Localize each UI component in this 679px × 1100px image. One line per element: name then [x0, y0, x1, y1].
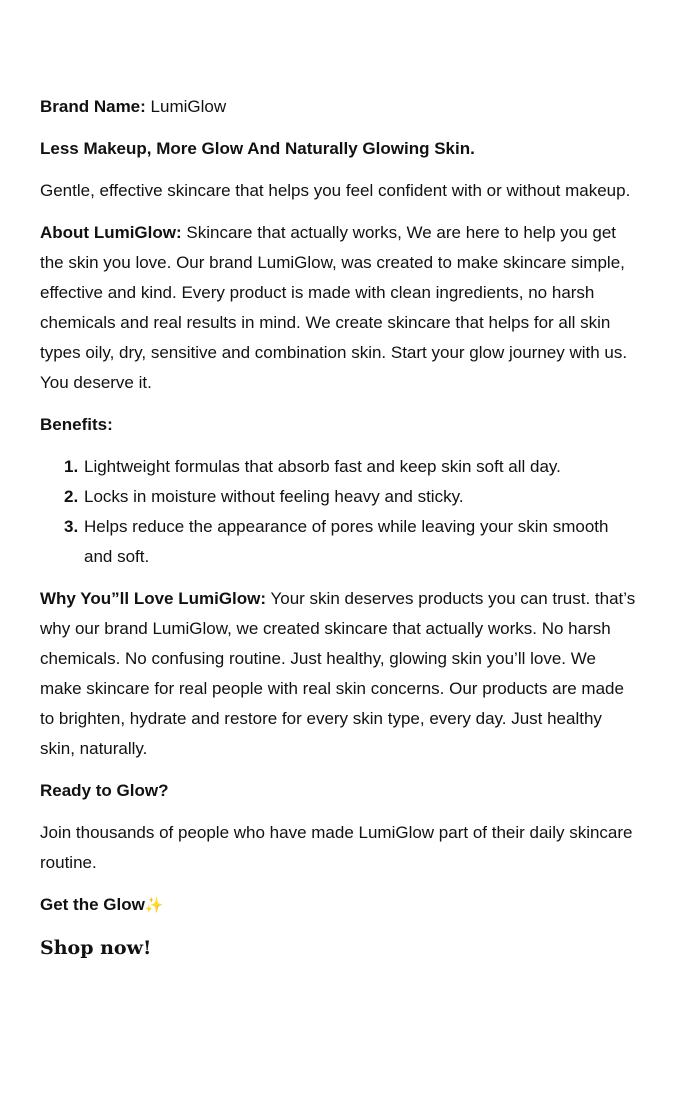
benefits-list [40, 452, 640, 572]
why-label: Why You”ll Love LumiGlow: [40, 589, 267, 608]
why-paragraph [40, 584, 640, 764]
about-text: Skincare that actually works, We are here to help you get the skin you love. Our brand LumiGlow, was created to make skincare simple, effective and kind. Every product is made with clean ingredients, no harsh chemicals and real results in mind. We create skincare that helps for all skin types oily, dry, sensitive and combination skin. Start your glow journey with us. You deserve it. [40, 223, 628, 392]
tagline: Less Makeup, More Glow And Naturally Glowing Skin. [40, 139, 475, 158]
list-number: 2. [64, 487, 79, 506]
brand-line [40, 92, 640, 122]
shop-now-link[interactable]: Shop now! [40, 937, 152, 959]
benefits-heading: Benefits: [40, 415, 113, 434]
brand-value: LumiGlow [150, 97, 227, 116]
ready-paragraph: Join thousands of people who have made LumiGlow part of their daily skincare routine. [40, 823, 633, 872]
list-item [64, 482, 640, 512]
get-the-glow-label: Get the Glow [40, 895, 145, 914]
intro-paragraph: Gentle, effective skincare that helps you feel confident with or without makeup. [40, 181, 631, 200]
list-number: 3. [64, 517, 79, 536]
ready-heading: Ready to Glow? [40, 781, 169, 800]
get-the-glow [40, 890, 640, 921]
list-number: 1. [64, 457, 79, 476]
list-text: Helps reduce the appearance of pores while leaving your skin smooth and soft. [84, 517, 609, 566]
about-paragraph [40, 218, 640, 398]
list-item [64, 512, 640, 572]
list-item [64, 452, 640, 482]
list-text: Lightweight formulas that absorb fast and keep skin soft all day. [84, 457, 561, 476]
sparkle-icon: ✨ [144, 897, 164, 914]
list-text: Locks in moisture without feeling heavy and sticky. [84, 487, 464, 506]
document-body [40, 92, 640, 963]
about-label: About LumiGlow: [40, 223, 182, 242]
brand-label: Brand Name: [40, 97, 146, 116]
why-text: Your skin deserves products you can trust. that’s why our brand LumiGlow, we created skincare that actually works. No harsh chemicals. No confusing routine. Just healthy, glowing skin you’ll love. We make skincare for real people with real skin concerns. Our products are made to brighten, hydrate and restore for every skin type, every day. Just healthy skin, naturally. [40, 589, 636, 758]
